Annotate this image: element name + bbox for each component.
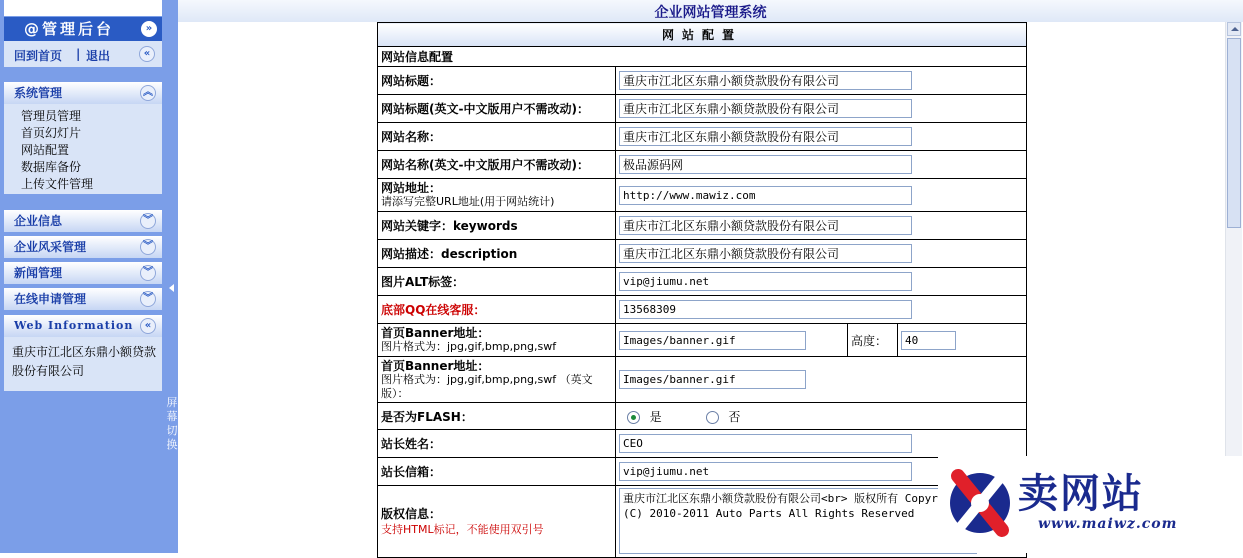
scroll-up-icon[interactable] [1227,22,1241,36]
chevron-down-icon[interactable]: ︾ [140,291,156,307]
form-header: 网站配置 [378,23,1027,47]
home-link[interactable]: 回到首页 [14,49,63,63]
link-divider: | [76,47,81,61]
flash-no-label: 否 [728,409,741,424]
chevron-down-icon[interactable]: ︾ [140,239,156,255]
panel-label: 新闻管理 [14,266,63,280]
site-title-input[interactable] [619,71,912,90]
watermark-logo [938,456,1243,553]
panel-company-style[interactable] [4,236,162,258]
chevron-up-icon[interactable]: ︽ [140,85,156,101]
copyright-textarea[interactable] [619,488,977,554]
collapse-all-icon[interactable]: » [141,21,157,37]
screen-toggle-splitter[interactable] [166,0,178,553]
collapse-arrow-icon[interactable] [169,284,174,292]
section-title: 网站信息配置 [378,47,1027,67]
alt-input[interactable] [619,272,912,291]
panel-label: 企业风采管理 [14,240,87,254]
panel-label: 企业信息 [14,214,63,228]
keywords-label: 网站关键字：keywords [378,212,616,240]
panel-company-info[interactable] [4,210,162,232]
company-name: 重庆市江北区东鼎小额贷款股份有限公司 [12,345,157,378]
qq-label: 底部QQ在线客服： [378,296,616,324]
watermark-url: www.maiwz.com [1038,516,1178,532]
admin-brand [4,17,162,41]
panel-web-info-body [4,337,162,391]
panel-web-info[interactable] [4,315,162,337]
screen-toggle-label[interactable]: 屏幕切换 [166,396,178,451]
logout-link[interactable]: 退出 [86,49,111,63]
watermark-title: 卖网站 [1018,471,1144,517]
owner-label: 站长姓名： [378,430,616,458]
sidebar-top-strip [4,0,162,16]
sidebar-item-upload-files[interactable]: 上传文件管理 [21,177,94,191]
chevron-down-icon[interactable]: ︾ [140,265,156,281]
owner-input[interactable] [619,434,912,453]
chevron-down-icon[interactable]: ︾ [140,213,156,229]
site-name-label: 网站名称： [378,123,616,151]
site-name-en-label: 网站名称(英文-中文版用户不需改动)： [378,151,616,179]
alt-label: 图片ALT标签： [378,268,616,296]
banner-en-label: 首页Banner地址： [381,358,490,373]
panel-system-title: 系统管理 [14,86,63,100]
site-name-input[interactable] [619,127,912,146]
top-bar [178,0,1243,22]
panel-system[interactable] [4,82,162,104]
x-logo-icon [948,468,1012,538]
keywords-input[interactable] [619,216,912,235]
site-title-en-input[interactable] [619,99,912,118]
flash-no-radio[interactable] [706,411,719,424]
banner-label: 首页Banner地址： [381,326,490,340]
flash-label: 是否为FLASH： [378,403,616,430]
scrollbar-thumb[interactable] [1227,38,1241,228]
panel-web-info-title: Web Information [14,319,134,332]
collapse-icon[interactable]: « [139,46,155,62]
sidebar-item-admins[interactable]: 管理员管理 [21,109,82,123]
flash-yes-radio[interactable] [627,411,640,424]
brand-title: @管理后台 [24,20,115,38]
qq-input[interactable] [619,300,912,319]
email-label: 站长信箱： [378,458,616,486]
banner-hint: 图片格式为：jpg,gif,bmp,png,swf [381,340,557,353]
sidebar [0,0,166,553]
chevron-left-icon[interactable]: « [140,318,156,334]
sidebar-item-db-backup[interactable]: 数据库备份 [21,160,82,174]
site-url-label: 网站地址： [381,181,442,195]
panel-label: 在线申请管理 [14,292,87,306]
page-title: 企业网站管理系统 [654,5,767,21]
sidebar-quick-links [4,41,162,67]
banner-height-label: 高度： [848,324,898,357]
panel-system-body [4,104,162,194]
sidebar-item-slides[interactable]: 首页幻灯片 [21,126,82,140]
banner-input[interactable] [619,331,806,350]
banner-en-hint: 图片格式为：jpg,gif,bmp,png,swf （英文版）： [381,372,593,400]
copyright-label: 版权信息： [381,506,442,521]
site-config-form [377,22,1026,558]
site-url-input[interactable] [619,186,912,205]
sidebar-item-site-config[interactable]: 网站配置 [21,143,70,157]
email-input[interactable] [619,462,912,481]
banner-en-input[interactable] [619,370,806,389]
site-title-label: 网站标题： [378,67,616,95]
description-input[interactable] [619,244,912,263]
panel-news[interactable] [4,262,162,284]
copyright-hint: 支持HTML标记，不能使用双引号 [381,522,544,536]
site-name-en-input[interactable] [619,155,912,174]
site-title-en-label: 网站标题(英文-中文版用户不需改动)： [378,95,616,123]
site-url-hint: 请添写完整URL地址(用于网站统计) [381,195,555,208]
panel-online-apply[interactable] [4,288,162,310]
flash-yes-label: 是 [649,409,662,424]
description-label: 网站描述：description [378,240,616,268]
banner-height-input[interactable] [901,331,956,350]
